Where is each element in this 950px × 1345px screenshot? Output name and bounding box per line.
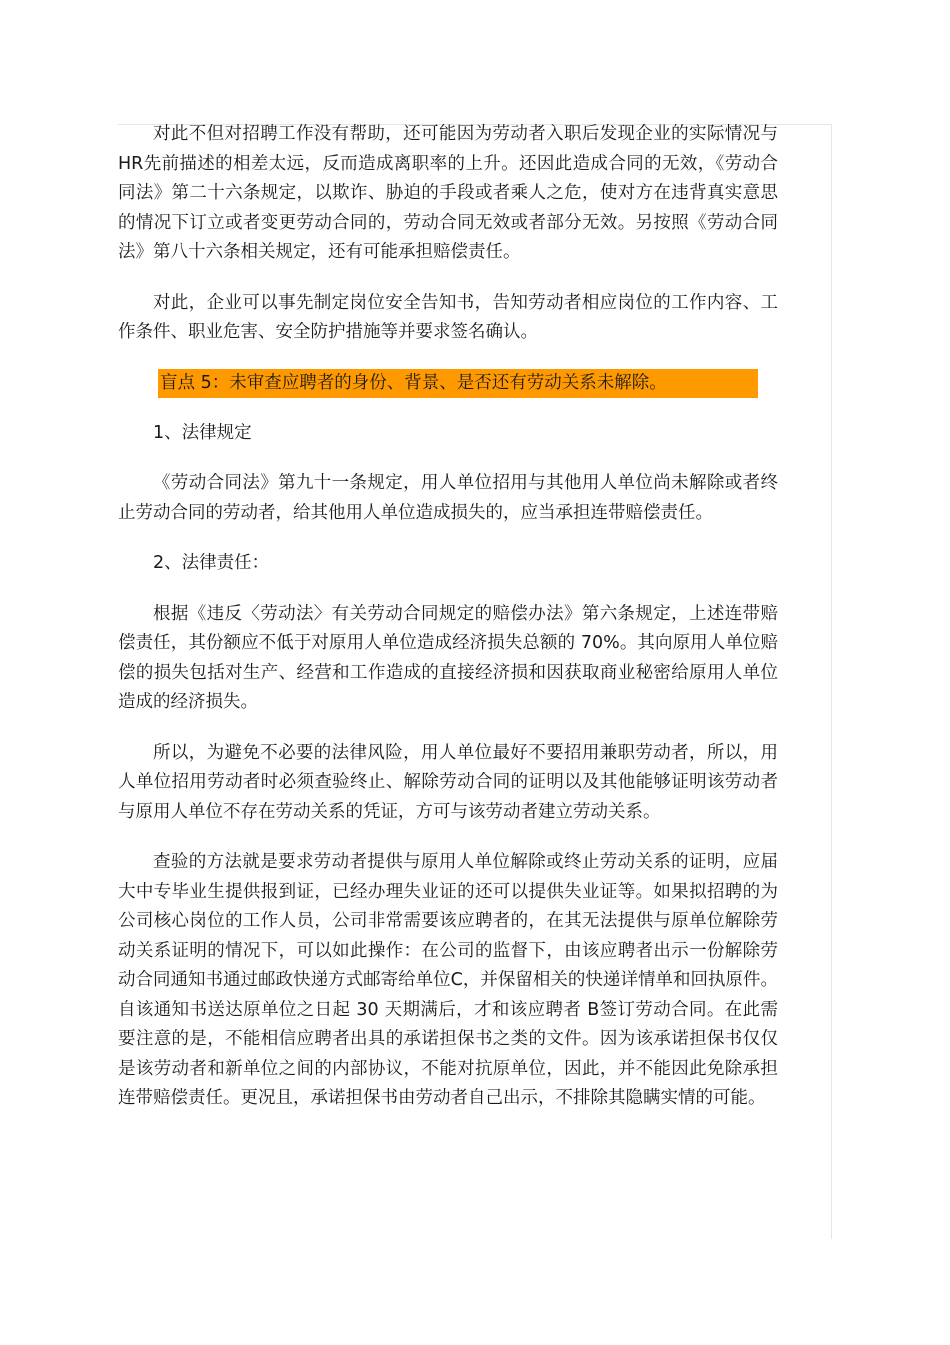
paragraph-liability-text: 根据《违反〈劳动法〉有关劳动合同规定的赔偿办法》第六条规定，上述连带赔偿责任，其份额应不低于对原用人单位造成经济损失总额的 70%。其向原用人单位赔偿的损失包括对生产、经营和工作造成的直接经济损和因获取商业秘密给原用人单位造成的经济损失。 — [118, 603, 778, 712]
highlight-title: 盲点 5：未审查应聘者的身份、背景、是否还有劳动关系未解除。 — [158, 369, 758, 398]
paragraph-verification-method: 查验的方法就是要求劳动者提供与原用人单位解除或终止劳动关系的证明，应届大中专毕业生提供报到证，已经办理失业证的还可以提供失业证等。如果拟招聘的为公司核心岗位的工作人员，公司非常需要该应聘者的，在其无法提供与原单位解除劳动关系证明的情况下，可以如此操作：在公司的监督下，由该应聘者出示一份解除劳动合同通知书通过邮政快递方式邮寄给单位C，并保留相关的快递详情单和回执原件。自该通知书送达原单位之日起 30 天期满后，才和该应聘者 B签订劳动合同。在此需要注意的是，不能相信应聘者出具的承诺担保书之类的文件。因为该承诺担保书仅仅是该劳动者和新单位之间的内部协议，不能对抗原单位，因此，并不能因此免除承担连带赔偿责任。更况且，承诺担保书由劳动者自己出示，不排除其隐瞒实情的可能。 — [118, 852, 778, 1108]
section-heading-liability: 2、法律责任： — [153, 553, 270, 573]
paragraph-law-text: 《劳动合同法》第九十一条规定，用人单位招用与其他用人单位尚未解除或者终止劳动合同的劳动者，给其他用人单位造成损失的，应当承担连带赔偿责任。 — [118, 473, 778, 523]
section-heading-law: 1、法律规定 — [153, 422, 252, 443]
paragraph-consequence: 对此不但对招聘工作没有帮助，还可能因为劳动者入职后发现企业的实际情况与 HR先前描述的相差太远，反而造成离职率的上升。还因此造成合同的无效，《劳动合同法》第二十六条规定，以欺诈、胁迫的手段或者乘人之危，使对方在违背真实意思的情况下订立或者变更劳动合同的，劳动合同无效或者部分无效。另按照《劳动合同法》第八十六条相关规定，还有可能承担赔偿责任。 — [118, 124, 778, 262]
paragraph-safety-notice: 对此，企业可以事先制定岗位安全告知书，告知劳动者相应岗位的工作内容、工作条件、职业危害、安全防护措施等并要求签名确认。 — [118, 292, 778, 342]
document-body — [118, 120, 778, 1114]
paragraph-advice: 所以，为避免不必要的法律风险，用人单位最好不要招用兼职劳动者，所以，用人单位招用劳动者时必须查验终止、解除劳动合同的证明以及其他能够证明该劳动者与原用人单位不存在劳动关系的凭证，方可与该劳动者建立劳动关系。 — [118, 742, 778, 822]
